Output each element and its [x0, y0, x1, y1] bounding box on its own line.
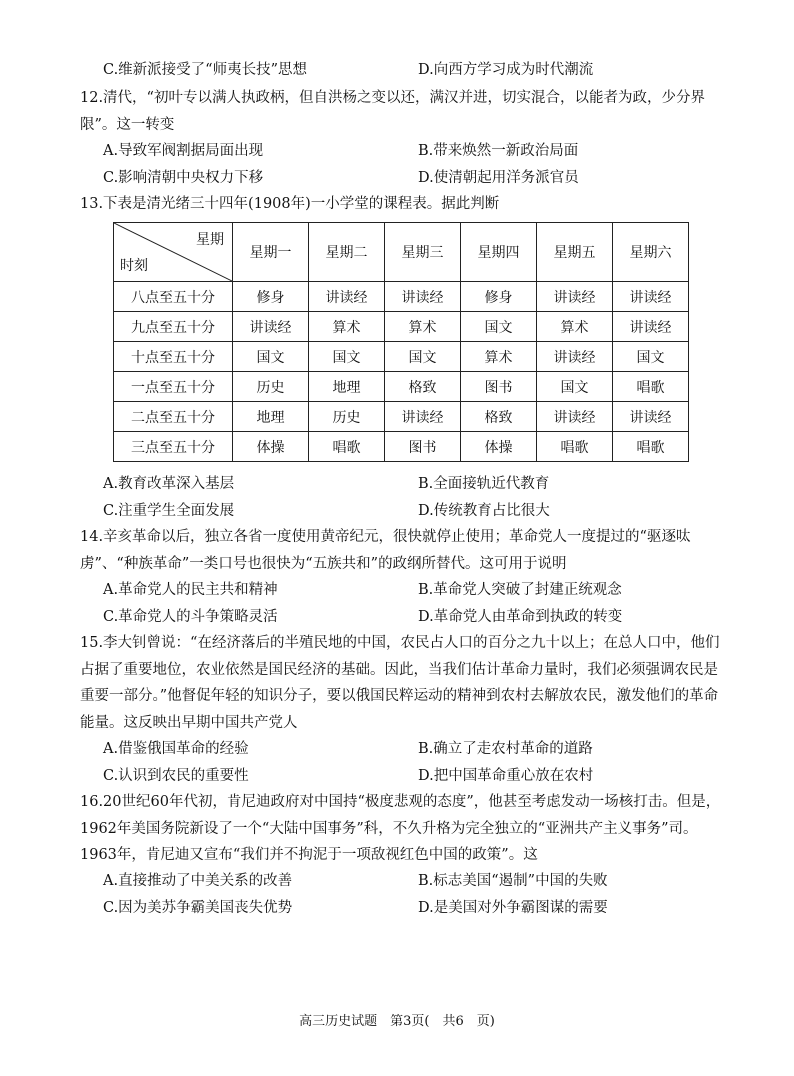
table-row	[114, 342, 689, 372]
q11-options	[103, 57, 733, 84]
course-cell: 格致	[385, 372, 461, 402]
table-row	[114, 282, 689, 312]
time-cell: 二点至五十分	[114, 402, 233, 432]
course-cell: 讲读经	[613, 402, 689, 432]
q12-option-c[interactable]: C.影响清朝中央权力下移	[103, 169, 264, 186]
course-cell: 体操	[461, 432, 537, 462]
day-header: 星期三	[385, 223, 461, 282]
course-cell: 讲读经	[613, 312, 689, 342]
q14-option-a[interactable]: A.革命党人的民主共和精神	[103, 582, 278, 598]
day-header: 星期五	[537, 223, 613, 282]
q15-option-a[interactable]: A.借鉴俄国革命的经验	[103, 741, 249, 757]
table-corner-cell	[114, 223, 233, 282]
q11-option-c[interactable]: C.维新派接受了“师夷长技”思想	[103, 62, 308, 78]
q12-option-d[interactable]: D.使清朝起用洋务派官员	[418, 169, 579, 186]
q13-options	[103, 471, 733, 524]
day-header: 星期六	[613, 223, 689, 282]
course-cell: 修身	[233, 282, 309, 312]
day-header: 星期四	[461, 223, 537, 282]
q14-option-c[interactable]: C.革命党人的斗争策略灵活	[103, 608, 278, 625]
course-cell: 算术	[385, 312, 461, 342]
q16-option-d[interactable]: D.是美国对外争霸图谋的需要	[418, 899, 608, 916]
q12-option-a[interactable]: A.导致军阀割据局面出现	[103, 143, 264, 159]
course-cell: 讲读经	[537, 342, 613, 372]
corner-time-label: 时刻	[120, 258, 148, 274]
corner-weekday-label: 星期	[196, 232, 224, 248]
day-header: 星期二	[309, 223, 385, 282]
course-cell: 讲读经	[385, 282, 461, 312]
course-cell: 历史	[233, 372, 309, 402]
q14-option-d[interactable]: D.革命党人由革命到执政的转变	[418, 608, 623, 625]
course-cell: 修身	[461, 282, 537, 312]
table-row	[114, 312, 689, 342]
q16-option-b[interactable]: B.标志美国“遏制”中国的失败	[418, 873, 608, 889]
q13-option-d[interactable]: D.传统教育占比很大	[418, 502, 550, 519]
course-cell: 国文	[233, 342, 309, 372]
course-cell: 唱歌	[613, 432, 689, 462]
course-cell: 讲读经	[537, 402, 613, 432]
table-row	[114, 432, 689, 462]
course-cell: 唱歌	[309, 432, 385, 462]
schedule-table	[113, 222, 689, 462]
course-cell: 地理	[309, 372, 385, 402]
q13-option-a[interactable]: A.教育改革深入基层	[103, 476, 235, 492]
course-cell: 国文	[309, 342, 385, 372]
q14-options	[103, 577, 733, 630]
course-cell: 讲读经	[537, 282, 613, 312]
q15-stem: 15.李大钊曾说：“在经济落后的半殖民地的中国，农民占人口的百分之九十以上；在总人口中，他们占据了重要地位，农业依然是国民经济的基础。因此，当我们估计革命力量时，我们必须强调农民是重要一部分。”他督促年轻的知识分子，要以俄国民粹运动的精神到农村去解放农民，激发他们的革命能量。这反映出早期中国共产党人	[80, 635, 720, 731]
time-cell: 九点至五十分	[114, 312, 233, 342]
q16-option-a[interactable]: A.直接推动了中美关系的改善	[103, 873, 293, 889]
time-cell: 十点至五十分	[114, 342, 233, 372]
q11-option-d[interactable]: D.向西方学习成为时代潮流	[418, 62, 594, 78]
q13-option-b[interactable]: B.全面接轨近代教育	[418, 476, 550, 492]
time-cell: 一点至五十分	[114, 372, 233, 402]
q12-options	[103, 138, 733, 191]
table-header-row	[114, 223, 689, 282]
course-cell: 算术	[461, 342, 537, 372]
course-cell: 国文	[461, 312, 537, 342]
course-cell: 图书	[461, 372, 537, 402]
course-cell: 讲读经	[309, 282, 385, 312]
course-cell: 图书	[385, 432, 461, 462]
course-cell: 唱歌	[613, 372, 689, 402]
q15-option-c[interactable]: C.认识到农民的重要性	[103, 767, 249, 784]
course-cell: 讲读经	[613, 282, 689, 312]
course-cell: 国文	[385, 342, 461, 372]
table-row	[114, 372, 689, 402]
q14-option-b[interactable]: B.革命党人突破了封建正统观念	[418, 582, 622, 598]
q15-option-d[interactable]: D.把中国革命重心放在农村	[418, 767, 594, 784]
time-cell: 八点至五十分	[114, 282, 233, 312]
course-cell: 唱歌	[537, 432, 613, 462]
table-row	[114, 402, 689, 432]
q14-stem: 14.辛亥革命以后，独立各省一度使用黄帝纪元，很快就停止使用；革命党人一度提过的“驱逐呔虏”、“种族革命”一类口号也很快为“五族共和”的政纲所替代。这可用于说明	[80, 529, 691, 572]
time-cell: 三点至五十分	[114, 432, 233, 462]
q15-options	[103, 736, 733, 789]
q16-stem: 16.20世纪60年代初，肯尼迪政府对中国持“极度悲观的态度”，他甚至考虑发动一场核打击。但是，1962年美国务院新设了一个“大陆中国事务”科，不久升格为完全独立的“亚洲共产主义事务”司。1963年，肯尼迪又宣布“我们并不拘泥于一项敌视红色中国的政策”。这	[80, 794, 721, 863]
q13-stem: 13.下表是清光绪三十四年(1908年)一小学堂的课程表。据此判断	[80, 196, 500, 212]
course-cell: 讲读经	[385, 402, 461, 432]
course-cell: 算术	[309, 312, 385, 342]
q13-option-c[interactable]: C.注重学生全面发展	[103, 502, 235, 519]
course-cell: 体操	[233, 432, 309, 462]
q16-option-c[interactable]: C.因为美苏争霸美国丧失优势	[103, 899, 293, 916]
q12-option-b[interactable]: B.带来焕然一新政治局面	[418, 143, 579, 159]
course-cell: 算术	[537, 312, 613, 342]
q12-stem: 12.清代，“初叶专以满人执政柄，但自洪杨之变以还，满汉并进，切实混合，以能者为政，少分界限”。这一转变	[80, 90, 705, 133]
q16-options	[103, 868, 733, 921]
day-header: 星期一	[233, 223, 309, 282]
course-cell: 地理	[233, 402, 309, 432]
course-cell: 国文	[613, 342, 689, 372]
course-cell: 格致	[461, 402, 537, 432]
q15-option-b[interactable]: B.确立了走农村革命的道路	[418, 741, 593, 757]
page-footer: 高三历史试题 第3页( 共6 页)	[299, 1014, 495, 1029]
course-cell: 历史	[309, 402, 385, 432]
course-cell: 讲读经	[233, 312, 309, 342]
course-cell: 国文	[537, 372, 613, 402]
